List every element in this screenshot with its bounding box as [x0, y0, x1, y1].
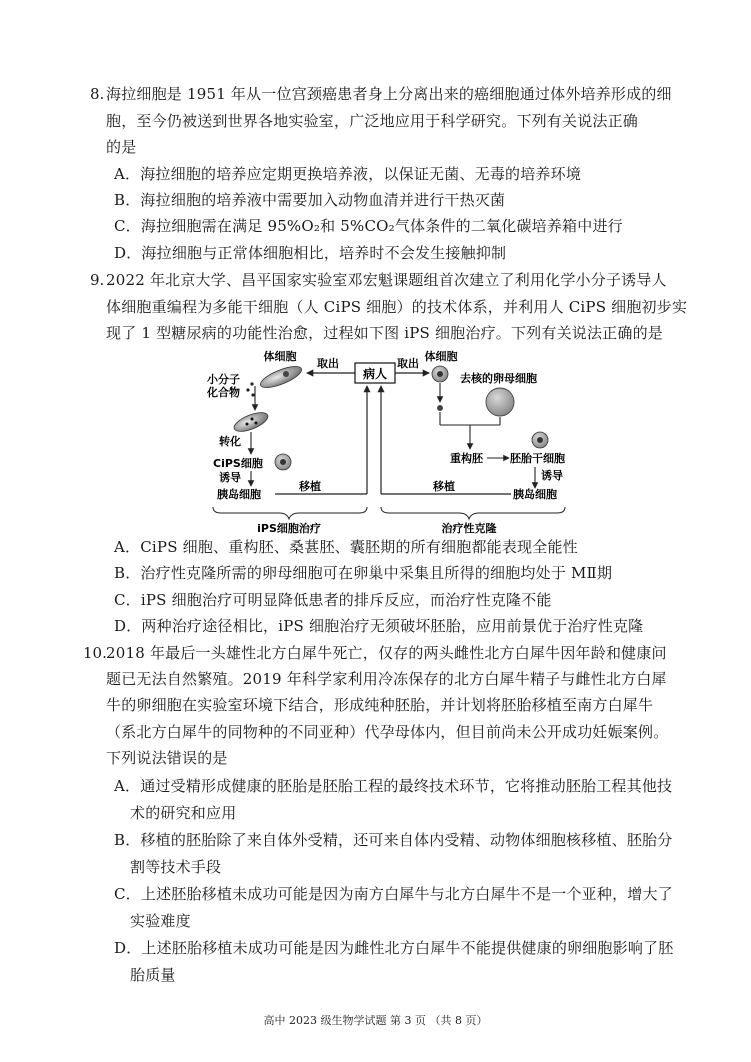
- small-molecule-label-1: 小分子: [207, 373, 240, 386]
- cell-therapy-diagram: [195, 350, 585, 535]
- q8-stem-line-2: 胞，至今仍被送到世界各地实验室，广泛地应用于科学研究。下列有关说法正确: [106, 112, 639, 130]
- nucleus-icon: [437, 405, 443, 411]
- q10-stem-line-2: 题已无法自然繁殖。2019 年科学家利用冷冻保存的北方白犀牛精子与雌性北方白犀: [106, 670, 667, 688]
- reconstructed-embryo-label: 重构胚: [450, 452, 483, 465]
- induce-left-label: 诱导: [219, 471, 241, 484]
- transplant-right-label: 移植: [433, 480, 455, 493]
- islet-cell-right-label: 胰岛细胞: [513, 488, 557, 501]
- nucleus-icon: [283, 371, 289, 377]
- q8-option-b: B．海拉细胞的培养液中需要加入动物血清并进行干热灭菌: [114, 191, 506, 209]
- q8-option-d: D．海拉细胞与正常体细胞相比，培养时不会发生接触抑制: [114, 244, 507, 262]
- molecule-dot-icon: [251, 418, 254, 421]
- enucleated-oocyte-label: 去核的卵母细胞: [460, 372, 537, 385]
- brace-right: [381, 507, 565, 519]
- cips-cell-label: CiPS细胞: [213, 457, 263, 470]
- ips-therapy-label: iPS细胞治疗: [257, 522, 321, 535]
- q8-option-a: A．海拉细胞的培养应定期更换培养液，以保证无菌、无毒的培养环境: [114, 165, 582, 183]
- transplant-left-label: 移植: [299, 480, 321, 493]
- q9-number: 9.: [90, 271, 105, 289]
- body-cell-left-icon: [258, 362, 304, 391]
- q10-option-d-line-1: D．上述胚胎移植未成功可能是因为雌性北方白犀牛不能提供健康的卵细胞影响了胚: [114, 939, 674, 957]
- q10-option-a-line-1: A．通过受精形成健康的胚胎是胚胎工程的最终技术环节，它将推动胚胎工程其他技: [114, 777, 673, 795]
- q10-stem-line-3: 牛的卵细胞在实验室环境下结合，形成纯种胚胎，并计划将胚胎移植至南方白犀牛: [106, 696, 654, 714]
- q8-option-c: C．海拉细胞需在满足 95%O₂和 5%CO₂气体条件的二氧化碳培养箱中进行: [114, 217, 623, 235]
- body-cell-right-label: 体细胞: [424, 350, 458, 363]
- nucleus-icon: [537, 437, 543, 443]
- small-molecule-label-2: 化合物: [207, 386, 240, 399]
- nucleus-icon: [437, 371, 443, 377]
- take-out-left-label: 取出: [317, 357, 339, 370]
- q9-stem-line-2: 体细胞重编程为多能干细胞（人 CiPS 细胞）的技术体系，并利用人 CiPS 细胞初步实: [106, 298, 688, 316]
- q10-option-d-line-2: 胎质量: [130, 966, 176, 984]
- q10-option-c-line-1: C．上述胚胎移植未成功可能是因为南方白犀牛与北方白犀牛不是一个亚种，增大了: [114, 885, 673, 903]
- q9-option-a: A．CiPS 细胞、重构胚、桑葚胚、囊胚期的所有细胞都能表现全能性: [114, 538, 578, 556]
- q10-stem-line-4: （系北方白犀牛的同物种的不同亚种）代孕母体内，但目前尚未公开成功妊娠案例。: [106, 723, 669, 741]
- q8-number: 8.: [90, 85, 105, 103]
- nucleus-icon: [280, 459, 286, 465]
- enucleated-oocyte-icon: [486, 388, 514, 416]
- molecule-dot-icon: [255, 422, 258, 425]
- cell-with-molecules-icon: [232, 409, 271, 435]
- patient-label: 病人: [362, 367, 388, 381]
- q10-option-a-line-2: 术的研究和应用: [130, 804, 237, 822]
- q10-option-c-line-2: 实验难度: [130, 912, 191, 930]
- body-cell-left-label: 体细胞: [263, 350, 297, 363]
- molecule-dot-icon: [246, 388, 249, 391]
- molecule-dot-icon: [251, 393, 254, 396]
- therapeutic-cloning-label: 治疗性克隆: [441, 522, 497, 535]
- q8-stem-line-1: 海拉细胞是 1951 年从一位宫颈癌患者身上分离出来的癌细胞通过体外培养形成的细: [106, 85, 672, 103]
- molecule-dot-icon: [246, 423, 249, 426]
- islet-cell-left-label: 胰岛细胞: [217, 488, 261, 501]
- q9-stem-line-3: 现了 1 型糖尿病的功能性治愈，过程如下图 iPS 细胞治疗。下列有关说法正确的是: [106, 324, 663, 342]
- q10-option-b-line-2: 割等技术手段: [130, 858, 222, 876]
- q10-option-b-line-1: B．移植的胚胎除了来自体外受精，还可来自体内受精、动物体细胞核移植、胚胎分: [114, 831, 673, 849]
- take-out-right-label: 取出: [397, 357, 419, 370]
- q9-stem-line-1: 2022 年北京大学、昌平国家实验室邓宏魁课题组首次建立了利用化学小分子诱导人: [106, 271, 667, 289]
- q9-option-c: C．iPS 细胞治疗可明显降低患者的排斥反应，而治疗性克隆不能: [114, 591, 552, 609]
- page-footer: 高中 2023 级生物学试题 第 3 页 （共 8 页）: [263, 1014, 488, 1027]
- embryonic-stem-cell-label: 胚胎干细胞: [510, 452, 565, 465]
- induce-right-label: 诱导: [541, 469, 563, 482]
- q9-option-b: B．治疗性克隆所需的卵母细胞可在卵巢中采集且所得的细胞均处于 MⅡ期: [114, 564, 613, 582]
- q10-stem-line-5: 下列说法错误的是: [106, 749, 228, 767]
- q9-option-d: D．两种治疗途径相比，iPS 细胞治疗无须破坏胚胎，应用前景优于治疗性克隆: [114, 617, 644, 635]
- brace-left: [213, 507, 367, 519]
- q10-stem-line-1: 2018 年最后一头雄性北方白犀牛死亡，仅存的两头雌性北方白犀牛因年龄和健康问: [106, 644, 667, 662]
- molecule-dot-icon: [250, 382, 253, 385]
- q8-stem-line-3: 的是: [106, 138, 137, 156]
- q10-number: 10.: [83, 644, 107, 662]
- transform-label: 转化: [219, 435, 241, 448]
